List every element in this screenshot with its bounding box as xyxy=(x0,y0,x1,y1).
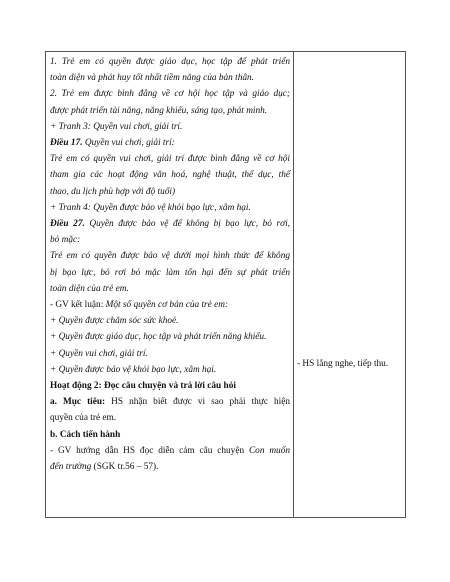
text-line: Trẻ em có quyền được bảo vệ dưới mọi hình thức để không xyxy=(50,251,290,262)
article-title: Quyền được bảo vệ để không bị bạo lực, bỏ rơi, xyxy=(84,219,290,230)
conclusion-label: - GV kết luận: xyxy=(50,300,106,311)
teacher-activity-column xyxy=(50,54,290,475)
story-title: đến trường xyxy=(50,462,92,473)
text-line: + Quyền được chăm sóc sức khoẻ. xyxy=(50,316,179,327)
column-divider xyxy=(293,52,294,517)
text-line: + Tranh 3: Quyền vui chơi, giải trí. xyxy=(50,121,183,132)
text-line: toàn diện và phát huy tốt nhất tiềm năng của bản thân. xyxy=(50,73,254,84)
article-number: Điều 27. xyxy=(50,219,85,230)
text-line: tham gia các hoạt động văn hoá, nghệ thuật, thể dục, thể xyxy=(50,170,290,181)
text-line: thao, du lịch phù hợp với độ tuổi) xyxy=(50,186,176,197)
conclusion-text: Một số quyền cơ bản của trẻ em: xyxy=(105,300,229,311)
page-reference: (SGK tr.56 – 57). xyxy=(91,462,159,473)
article-17-heading xyxy=(50,135,290,151)
instruction-line xyxy=(50,443,290,459)
objective-line xyxy=(50,394,290,410)
procedure-heading: b. Cách tiến hành xyxy=(50,429,121,440)
text-line: + Quyền vui chơi, giải trí. xyxy=(50,348,148,359)
text-line: bị bạo lực, bỏ rơi bỏ mặc làm tổn hại đến sự phát triển xyxy=(50,267,290,278)
article-number: Điều 17. xyxy=(50,138,83,149)
text-line: 1. Trẻ em có quyền được giáo dục, học tập để phát triển xyxy=(50,57,290,67)
teacher-conclusion xyxy=(50,297,290,313)
student-activity-column xyxy=(297,356,405,372)
activity-2-heading: Hoạt động 2: Đọc câu chuyện và trả lời câu hỏi xyxy=(50,381,236,392)
text-line: Trẻ em có quyền vui chơi, giải trí được bình đẳng về cơ hội xyxy=(50,154,290,165)
text-line: + Quyền được bảo vệ khỏi bạo lực, xâm hại. xyxy=(50,364,217,375)
objective-label: a. Mục tiêu: xyxy=(50,397,106,408)
text-line: + Tranh 4: Quyền được bảo vệ khỏi bạo lực, xâm hại. xyxy=(50,202,251,213)
story-title: Con muốn xyxy=(248,445,290,456)
text-line: + Quyền được giáo dục, học tập và phát triển năng khiếu. xyxy=(50,332,267,343)
text-line: 2. Trẻ em được bình đẳng về cơ hội học tập và giáo dục; xyxy=(50,89,290,100)
instruction-line xyxy=(50,459,290,475)
text-line: được phát triển tài năng, năng khiếu, sáng tạo, phát minh. xyxy=(50,105,268,116)
instruction-text: - GV hướng dẫn HS đọc diễn cảm câu chuyện xyxy=(50,445,249,456)
text-line: quyền của trẻ em. xyxy=(50,413,117,424)
student-response: - HS lắng nghe, tiếp thu. xyxy=(297,359,389,369)
article-title: Quyền vui chơi, giải trí: xyxy=(82,138,175,149)
objective-text: HS nhận biết được vì sao phải thực hiện xyxy=(105,397,290,408)
text-line: bỏ mặc: xyxy=(50,235,81,246)
lesson-table xyxy=(45,51,406,518)
article-27-heading xyxy=(50,216,290,232)
text-line: toàn diện của trẻ em. xyxy=(50,283,129,294)
